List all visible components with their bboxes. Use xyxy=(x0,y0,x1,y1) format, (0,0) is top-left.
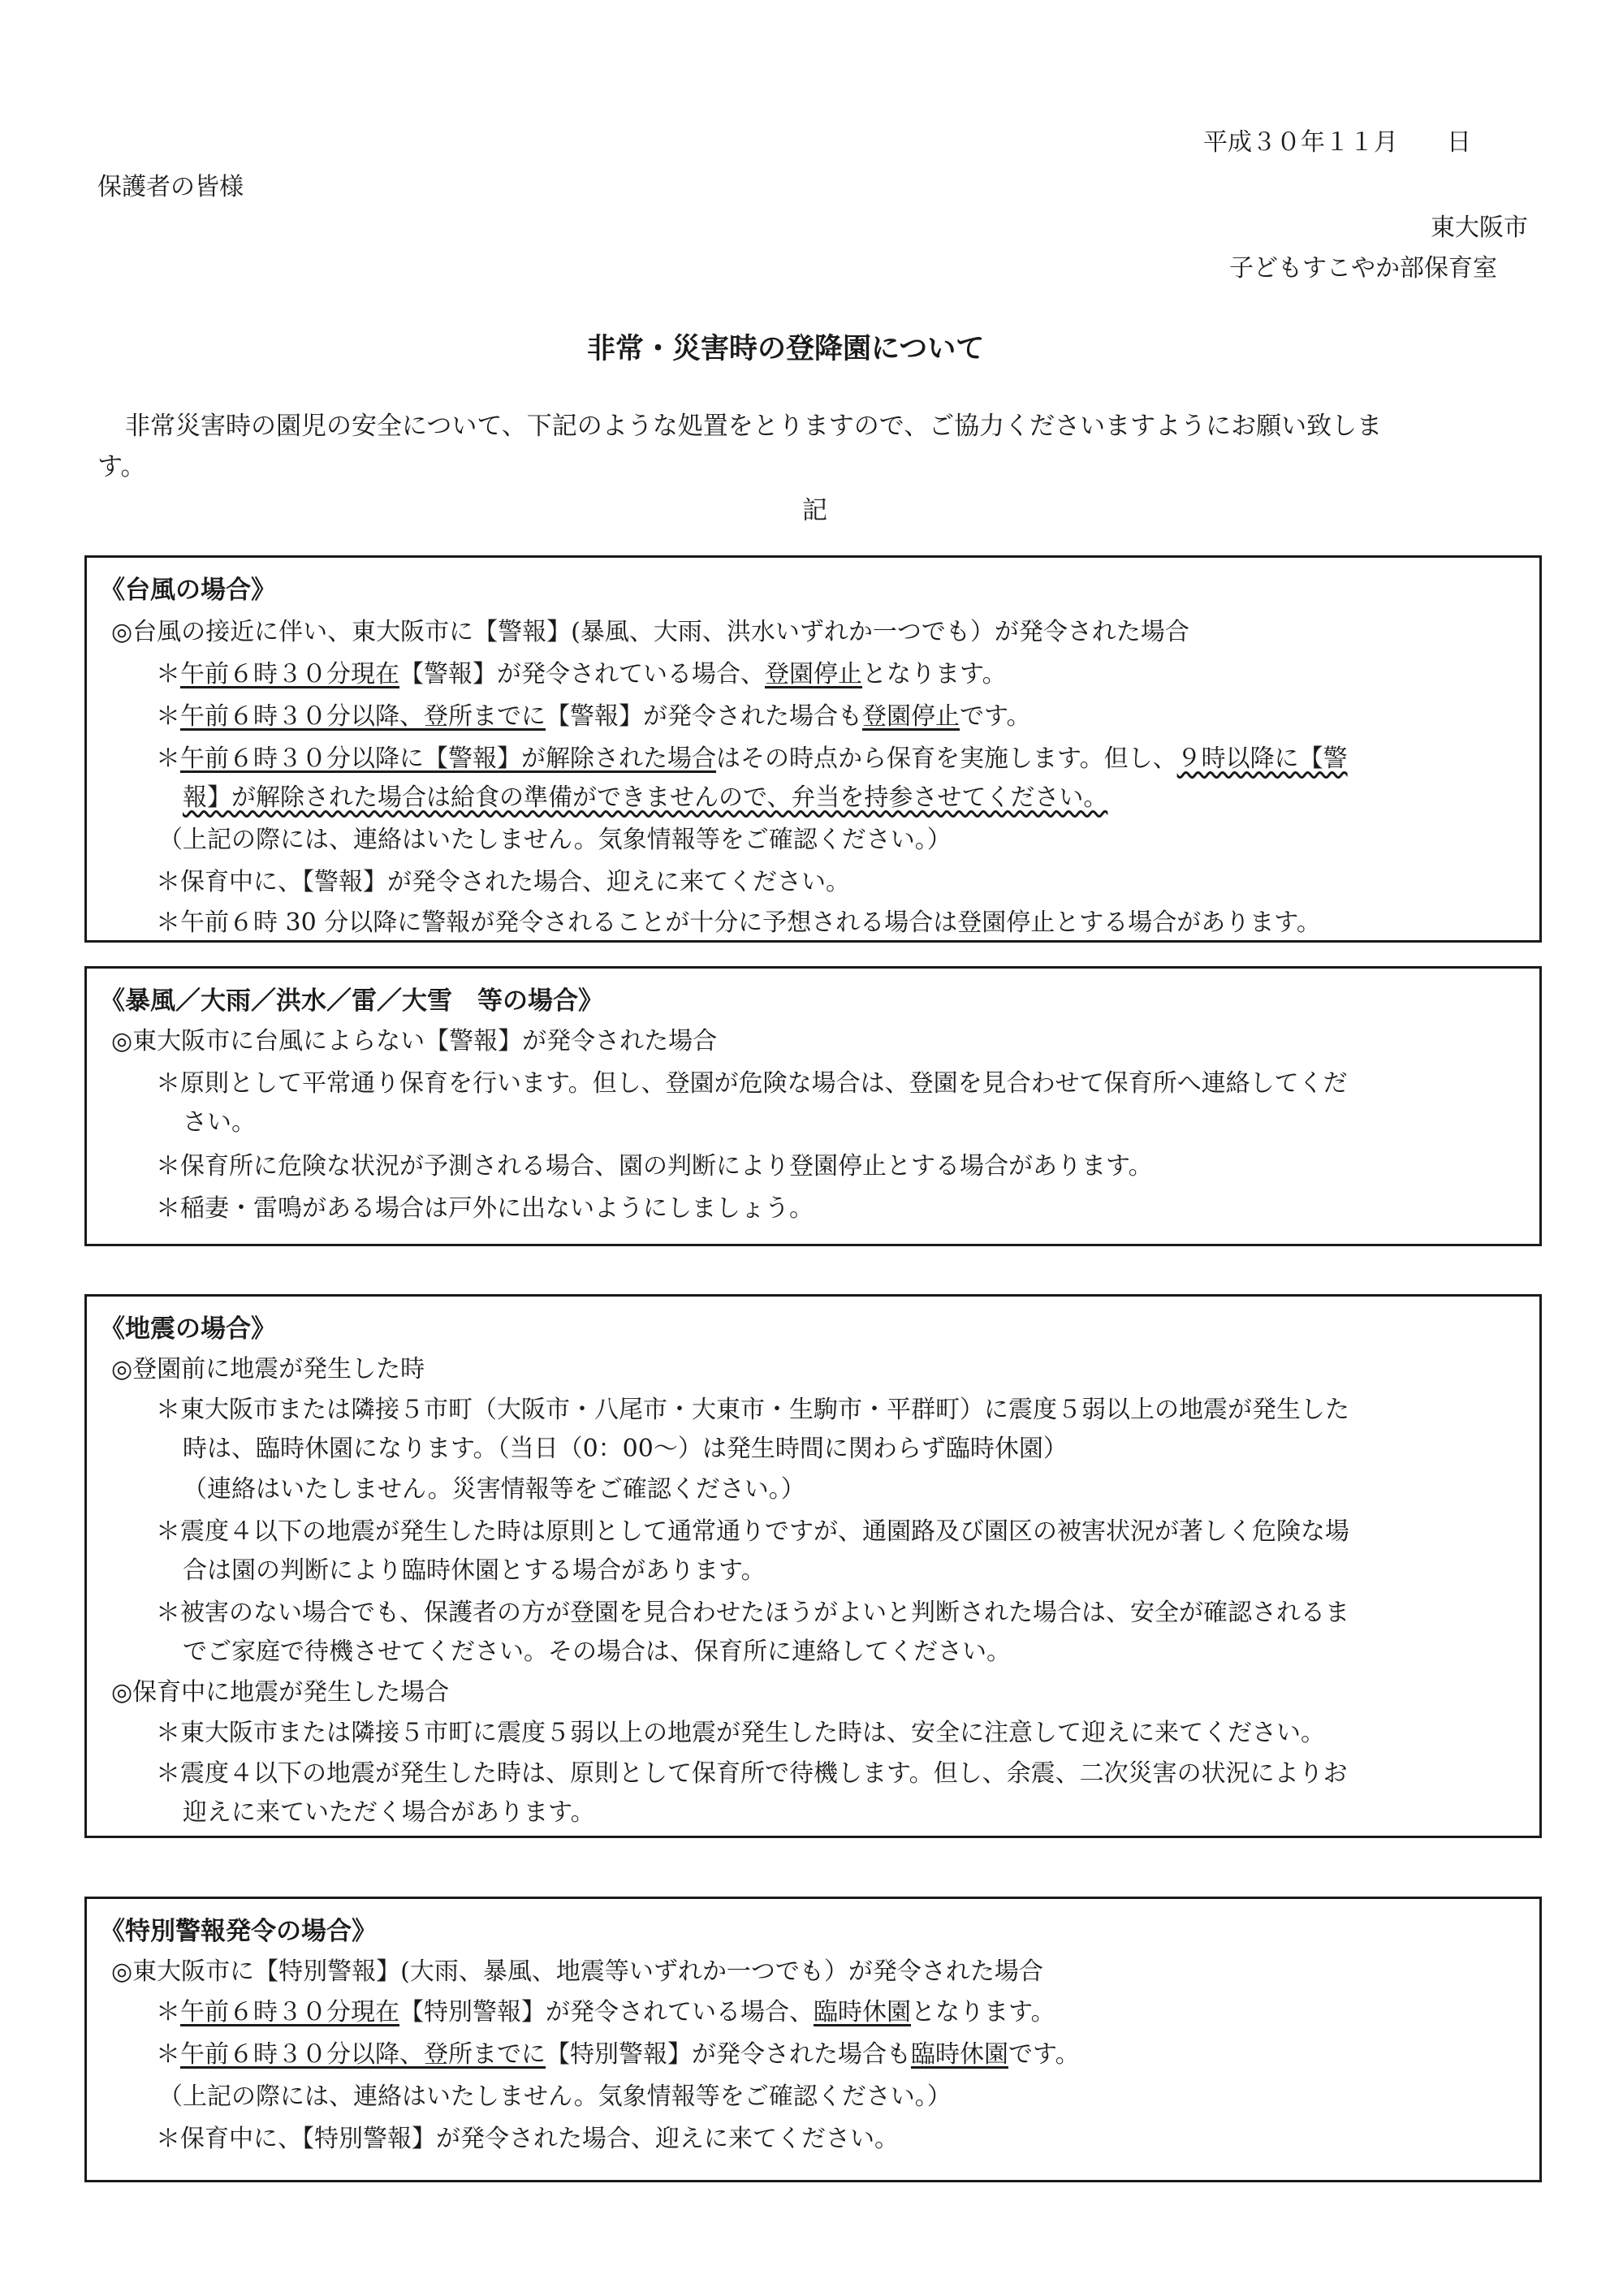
special-warning-section xyxy=(84,1897,1542,2182)
typhoon-item-3-cont: 報】が解除された場合は給食の準備ができませんので、弁当を持参させてください。 xyxy=(183,783,1108,812)
typhoon-item-1: ＊午前６時３０分現在【警報】が発令されている場合、登園停止となります。 xyxy=(156,660,1007,688)
special-warning-condition: ◎東大阪市に【特別警報】(大雨、暴風、地震等いずれか一つでも）が発令された場合 xyxy=(111,1957,1043,1986)
typhoon-item-4: ＊保育中に、【警報】が発令された場合、迎えに来てください。 xyxy=(156,868,850,896)
issuer-department: 子どもすこやか部保育室 xyxy=(1229,254,1497,283)
storm-section xyxy=(84,966,1542,1246)
typhoon-item-3: ＊午前６時３０分以降に【警報】が解除された場合はその時点から保育を実施します。但し、９時以降に【警 xyxy=(156,744,1348,773)
special-warning-item-1: ＊午前６時３０分現在【特別警報】が発令されている場合、臨時休園となります。 xyxy=(156,1998,1055,2026)
issuer-city: 東大阪市 xyxy=(1431,214,1528,242)
recipient: 保護者の皆様 xyxy=(97,173,244,201)
special-warning-title: 《特別警報発令の場合》 xyxy=(100,1917,377,1946)
special-warning-item-3: ＊保育中に、【特別警報】が発令された場合、迎えに来てください。 xyxy=(156,2125,899,2153)
typhoon-item-5: ＊午前６時 30 分以降に警報が発令されることが十分に予想される場合は登園停止とする場合があります。 xyxy=(156,908,1321,937)
earthquake-item-2: ＊震度４以下の地震が発生した時は原則として通常通りですが、通園路及び園区の被害状況が著しく危険な場 xyxy=(156,1517,1349,1546)
document-title: 非常・災害時の登降園について xyxy=(587,333,985,365)
typhoon-note: （上記の際には、連絡はいたしません。気象情報等をご確認ください。） xyxy=(158,826,952,854)
earthquake-item-1: ＊東大阪市または隣接５市町（大阪市・八尾市・大東市・生駒市・平群町）に震度５弱以上の地震が発生した xyxy=(156,1396,1349,1424)
typhoon-title: 《台風の場合》 xyxy=(100,576,276,605)
earthquake-item-5: ＊震度４以下の地震が発生した時は、原則として保育所で待機します。但し、余震、二次災害の状況によりお xyxy=(156,1759,1348,1788)
typhoon-condition: ◎台風の接近に伴い、東大阪市に【警報】(暴風、大雨、洪水いずれか一つでも）が発令された場合 xyxy=(111,618,1189,646)
earthquake-item-3-cont: でご家庭で待機させてください。その場合は、保育所に連絡してください。 xyxy=(183,1638,1011,1666)
earthquake-title: 《地震の場合》 xyxy=(100,1314,276,1344)
earthquake-condition-2: ◎保育中に地震が発生した場合 xyxy=(111,1678,450,1707)
intro-line-2: す。 xyxy=(97,452,146,481)
storm-title: 《暴風／大雨／洪水／雷／大雪 等の場合》 xyxy=(100,986,603,1016)
ki-mark: 記 xyxy=(802,496,827,525)
storm-item-3: ＊稲妻・雷鳴がある場合は戸外に出ないようにしましょう。 xyxy=(156,1194,814,1223)
special-warning-note: （上記の際には、連絡はいたしません。気象情報等をご確認ください。） xyxy=(158,2082,952,2111)
storm-condition: ◎東大阪市に台風によらない【警報】が発令された場合 xyxy=(111,1027,718,1055)
intro-line-1: 非常災害時の園児の安全について、下記のような処置をとりますので、ご協力くださいますようにお願い致しま xyxy=(125,412,1383,441)
earthquake-item-4: ＊東大阪市または隣接５市町に震度５弱以上の地震が発生した時は、安全に注意して迎えに来てください。 xyxy=(156,1719,1325,1747)
typhoon-item-2: ＊午前６時３０分以降、登所までに【警報】が発令された場合も登園停止です。 xyxy=(156,702,1031,731)
storm-item-1-cont: さい。 xyxy=(183,1108,256,1137)
earthquake-item-2-cont: 合は園の判断により臨時休園とする場合があります。 xyxy=(183,1556,766,1585)
storm-item-1: ＊原則として平常通り保育を行います。但し、登園が危険な場合は、登園を見合わせて保育所へ連絡してくだ xyxy=(156,1069,1348,1098)
earthquake-condition-1: ◎登園前に地震が発生した時 xyxy=(111,1355,425,1383)
earthquake-item-5-cont: 迎えに来ていただく場合があります。 xyxy=(183,1798,595,1827)
special-warning-item-2: ＊午前６時３０分以降、登所までに【特別警報】が発令された場合も臨時休園です。 xyxy=(156,2040,1080,2069)
earthquake-section xyxy=(84,1294,1542,1838)
earthquake-item-3: ＊被害のない場合でも、保護者の方が登園を見合わせたほうがよいと判断された場合は、安全が確認されるま xyxy=(156,1599,1349,1627)
earthquake-item-1-cont: 時は、臨時休園になります。（当日（0：00～）は発生時間に関わらず臨時休園） xyxy=(183,1435,1068,1463)
earthquake-item-1-note: （連絡はいたしません。災害情報等をご確認ください。） xyxy=(183,1475,805,1504)
storm-item-2: ＊保育所に危険な状況が予測される場合、園の判断により登園停止とする場合があります。 xyxy=(156,1152,1153,1180)
document-date: 平成３０年１１月 日 xyxy=(1203,128,1471,157)
typhoon-section xyxy=(84,555,1542,943)
